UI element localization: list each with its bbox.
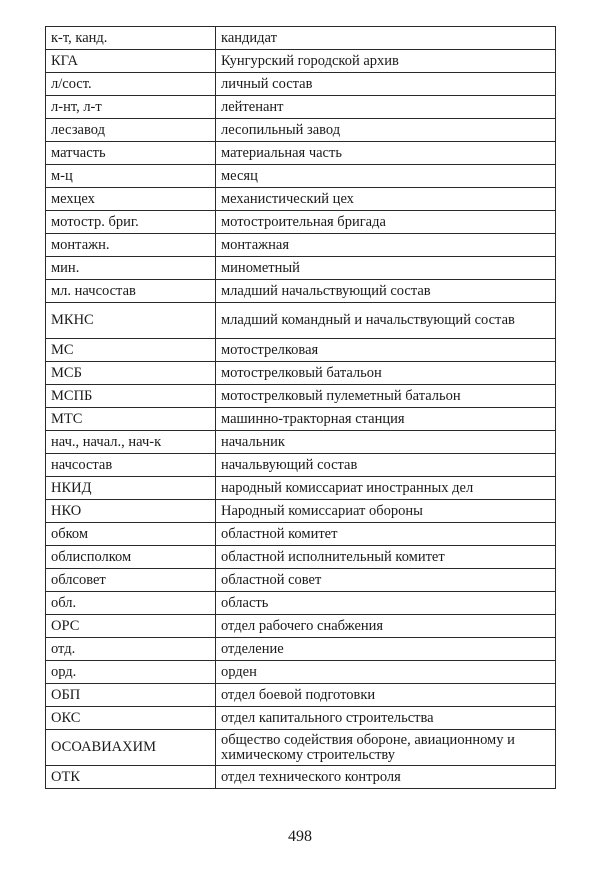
abbreviation-cell: МСБ <box>46 362 216 385</box>
page-number: 498 <box>288 828 312 845</box>
abbreviation-cell: МС <box>46 339 216 362</box>
meaning-cell: областной комитет <box>216 523 556 546</box>
meaning-cell: машинно-тракторная станция <box>216 408 556 431</box>
abbreviation-cell: ОКС <box>46 707 216 730</box>
meaning-cell: мотострелковый батальон <box>216 362 556 385</box>
table-row <box>46 339 556 362</box>
meaning-cell: орден <box>216 661 556 684</box>
abbreviation-cell: мин. <box>46 257 216 280</box>
table-row <box>46 385 556 408</box>
table-row <box>46 500 556 523</box>
abbreviation-cell: МТС <box>46 408 216 431</box>
abbreviation-cell: ОСОАВИАХИМ <box>46 730 216 766</box>
table-row <box>46 165 556 188</box>
abbreviation-cell: монтажн. <box>46 234 216 257</box>
table-row <box>46 142 556 165</box>
meaning-cell: механистический цех <box>216 188 556 211</box>
table-row <box>46 280 556 303</box>
abbreviation-cell: нач., начал., нач-к <box>46 431 216 454</box>
meaning-cell: отдел боевой подготовки <box>216 684 556 707</box>
meaning-cell: младший начальствующий состав <box>216 280 556 303</box>
meaning-cell: начальник <box>216 431 556 454</box>
abbreviation-cell: облсовет <box>46 569 216 592</box>
abbreviation-table-body <box>46 27 556 789</box>
meaning-cell: минометный <box>216 257 556 280</box>
table-row <box>46 188 556 211</box>
meaning-cell: личный состав <box>216 73 556 96</box>
abbreviation-cell: к-т, канд. <box>46 27 216 50</box>
table-row <box>46 638 556 661</box>
meaning-cell: младший командный и начальствующий состав <box>216 303 556 339</box>
table-row <box>46 592 556 615</box>
meaning-cell: мотостроительная бригада <box>216 211 556 234</box>
table-row <box>46 408 556 431</box>
table-row <box>46 73 556 96</box>
table-row <box>46 50 556 73</box>
abbreviation-cell: НКИД <box>46 477 216 500</box>
abbreviation-cell: обком <box>46 523 216 546</box>
abbreviation-cell: ОТК <box>46 766 216 789</box>
abbreviation-cell: МСПБ <box>46 385 216 408</box>
table-row <box>46 119 556 142</box>
abbreviation-cell: л-нт, л-т <box>46 96 216 119</box>
table-row <box>46 211 556 234</box>
table-row <box>46 615 556 638</box>
table-row <box>46 477 556 500</box>
abbreviation-cell: мехцех <box>46 188 216 211</box>
abbreviation-cell: мл. начсостав <box>46 280 216 303</box>
table-row <box>46 454 556 477</box>
table-row <box>46 27 556 50</box>
table-row <box>46 523 556 546</box>
table-row <box>46 234 556 257</box>
meaning-cell: монтажная <box>216 234 556 257</box>
abbreviation-cell: лесзавод <box>46 119 216 142</box>
abbreviation-cell: ОБП <box>46 684 216 707</box>
abbreviation-cell: МКНС <box>46 303 216 339</box>
meaning-cell: областной исполнительный комитет <box>216 546 556 569</box>
table-row <box>46 303 556 339</box>
abbreviation-table <box>45 26 556 789</box>
abbreviation-cell: отд. <box>46 638 216 661</box>
meaning-cell: отделение <box>216 638 556 661</box>
meaning-cell: Народный комиссариат обороны <box>216 500 556 523</box>
meaning-cell: материальная часть <box>216 142 556 165</box>
meaning-cell: мотострелковая <box>216 339 556 362</box>
abbreviation-cell: обл. <box>46 592 216 615</box>
abbreviation-cell: облисполком <box>46 546 216 569</box>
meaning-cell: отдел технического контроля <box>216 766 556 789</box>
abbreviation-cell: матчасть <box>46 142 216 165</box>
table-row <box>46 96 556 119</box>
abbreviation-cell: НКО <box>46 500 216 523</box>
abbreviation-cell: КГА <box>46 50 216 73</box>
abbreviation-cell: мотостр. бриг. <box>46 211 216 234</box>
table-row <box>46 362 556 385</box>
meaning-cell: лейтенант <box>216 96 556 119</box>
meaning-cell: отдел рабочего снабжения <box>216 615 556 638</box>
table-row <box>46 546 556 569</box>
abbreviation-cell: орд. <box>46 661 216 684</box>
meaning-cell: Кунгурский городской архив <box>216 50 556 73</box>
table-row <box>46 431 556 454</box>
meaning-cell: мотострелковый пулеметный батальон <box>216 385 556 408</box>
table-row <box>46 707 556 730</box>
abbreviation-cell: л/сост. <box>46 73 216 96</box>
meaning-cell: кандидат <box>216 27 556 50</box>
table-row <box>46 661 556 684</box>
table-row <box>46 684 556 707</box>
table-row <box>46 569 556 592</box>
meaning-cell: лесопильный завод <box>216 119 556 142</box>
table-row <box>46 257 556 280</box>
meaning-cell: начальвующий состав <box>216 454 556 477</box>
meaning-cell: месяц <box>216 165 556 188</box>
table-row <box>46 730 556 766</box>
table-row <box>46 766 556 789</box>
abbreviation-cell: ОРС <box>46 615 216 638</box>
abbreviation-cell: начсостав <box>46 454 216 477</box>
meaning-cell: область <box>216 592 556 615</box>
meaning-cell: народный комиссариат иностранных дел <box>216 477 556 500</box>
meaning-cell: областной совет <box>216 569 556 592</box>
meaning-cell: общество содействия обороне, авиационному и химическому строительству <box>216 730 556 766</box>
abbreviation-cell: м-ц <box>46 165 216 188</box>
meaning-cell: отдел капитального строительства <box>216 707 556 730</box>
